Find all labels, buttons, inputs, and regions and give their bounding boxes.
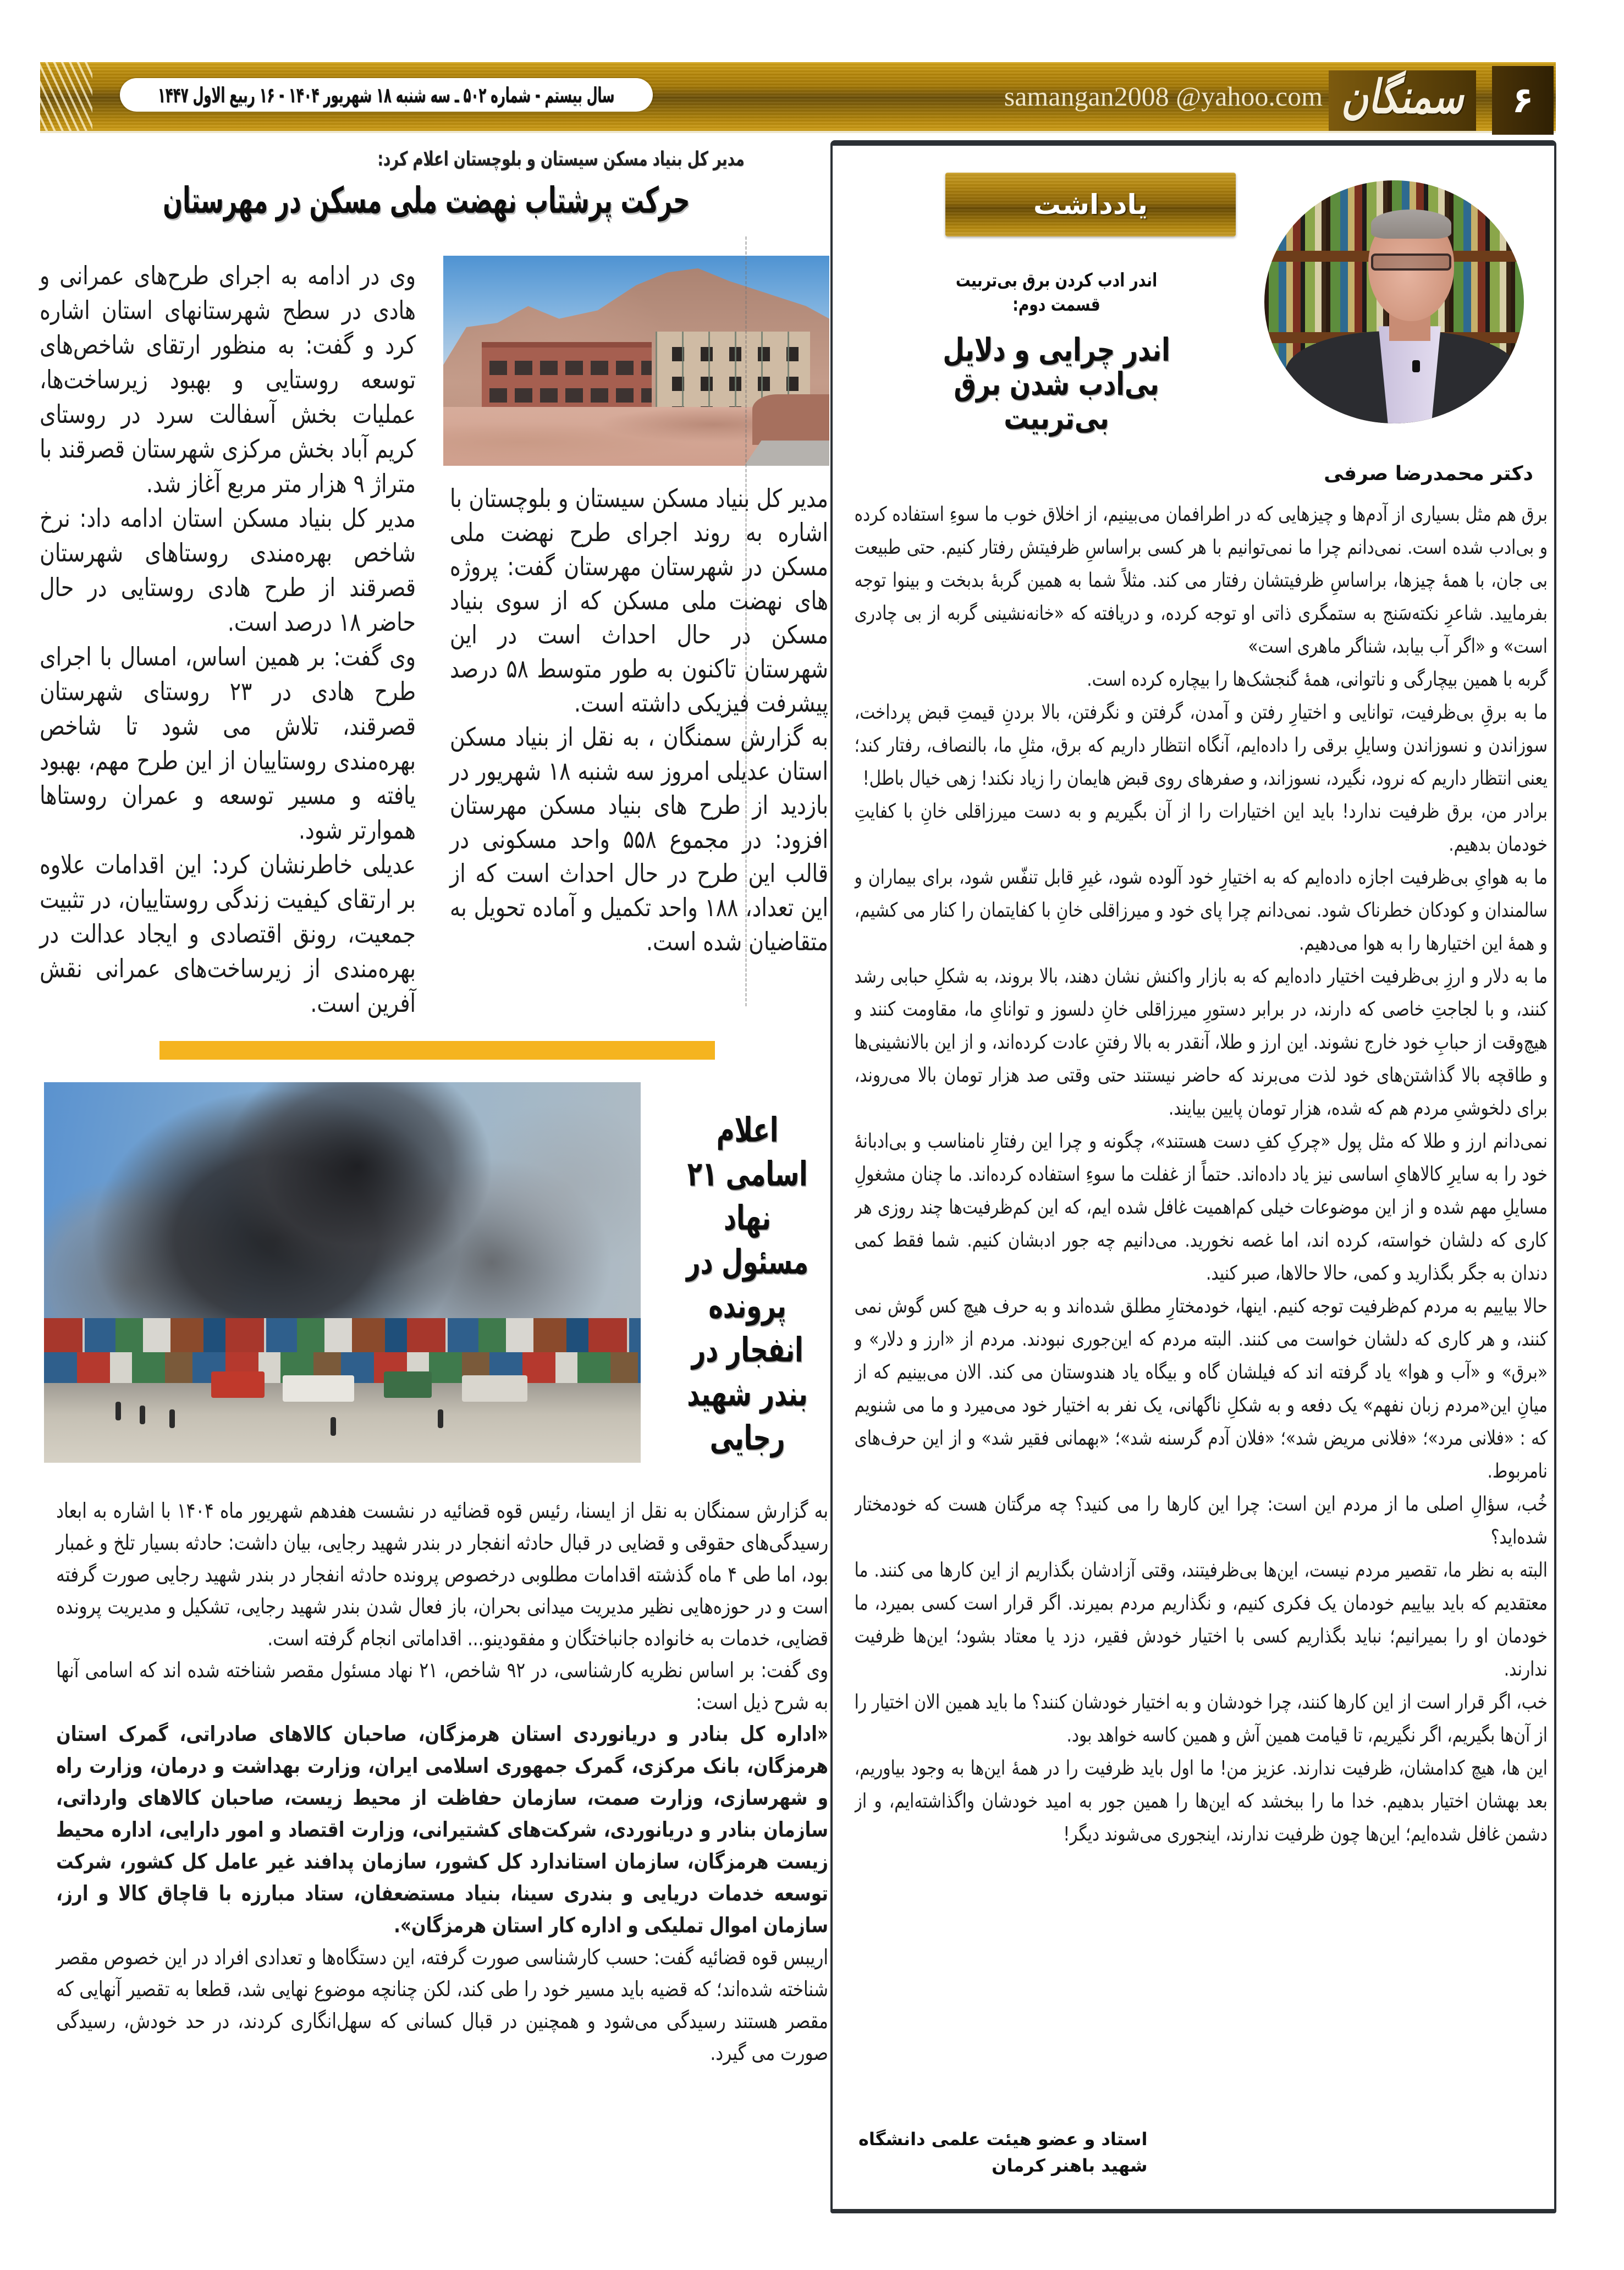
- photo-person: [331, 1417, 336, 1436]
- headline-line: نهاد: [724, 1198, 771, 1238]
- housing-article-column-2: [40, 258, 416, 1021]
- paragraph: گربه با همین بیچارگی و ناتوانی، همهٔ گنجشک‌ها را بیچاره کرده است.: [1087, 668, 1548, 691]
- page-number: ۶: [1492, 66, 1554, 135]
- paragraph: وی گفت: بر همین اساس، امسال با اجرای طرح هادی در ۲۳ روستای شهرستان قصرقند، تلاش می شود تا شاخص بهره‌مندی روستاییان از این طرح مهم، بهبود یافته و مسیر توسعه و عمران روستاها هموارتر شود.: [40, 642, 416, 845]
- photo-truck: [211, 1371, 265, 1398]
- portrait-glasses: [1371, 254, 1451, 271]
- portrait-hair: [1371, 210, 1451, 239]
- opinion-heading: [928, 268, 1185, 435]
- photo-containers: [44, 1318, 641, 1352]
- author-bio: [858, 2126, 1147, 2179]
- paragraph: ما به هوایِ بی‌ظرفیت اجازه داده‌ایم که به اختیارِ خود آلوده شود، غیرِ قابل تنفّس شود، برای بیماران و سالمندان و کودکان خطرناک شود. نمی‌دانم چرا پای خود و میرزاقلی خانِ با کفایتمان را کنار می کشیم، و همهٔ این اختیارها را به هوا می‌دهیم.: [854, 866, 1548, 955]
- highlight-divider-bar: [159, 1041, 715, 1060]
- portrait-shirt: [1379, 326, 1441, 423]
- photo-building-brick: [482, 342, 652, 418]
- paragraph: مدیر کل بنیاد مسکن استان ادامه داد: نرخ شاخص بهره‌مندی روستاهای شهرستان قصرقند از طرح هادی روستایی در حال حاضر ۱۸ درصد است.: [40, 503, 416, 637]
- photo-person: [140, 1406, 145, 1424]
- photo-person: [438, 1409, 443, 1428]
- paragraph: خُب، سؤالِ اصلی ما از مردم این است: چرا این کارها را می کنید؟ چه مرگتان هست که خودمختار شده‌اید؟: [854, 1493, 1548, 1549]
- headline-line: اعلام: [716, 1110, 779, 1150]
- housing-article-column-1: [450, 481, 828, 958]
- issue-date-text: سال بیستم - شماره ۵۰۲ ـ سه شنبه ۱۸ شهریور ۱۴۰۴ - ۱۶ ربیع الاول ۱۴۴۷: [158, 82, 615, 107]
- section-label: یادداشت: [1033, 189, 1148, 221]
- page-header: [40, 62, 1556, 131]
- headline-line: پرونده: [708, 1286, 786, 1326]
- photo-person: [115, 1402, 121, 1420]
- headline-line: انفجار در: [691, 1330, 803, 1370]
- paragraph: به گزارش سمنگان ، به نقل از بنیاد مسکن استان عدیلی امروز سه شنبه ۱۸ شهریور در بازدید از طرح های بنیاد مسکن مهرستان افزود: در مجموع ۵۵۸ واحد مسکونی در قالب این طرح در حال احداث است که از این تعداد، ۱۸۸ واحد تکمیل و آماده تحویل به متقاضیان شده است.: [450, 722, 828, 956]
- responsible-entities-list: «اداره کل بنادر و دریانوردی استان هرمزگان، صاحبان کالاهای صادراتی، گمرک استان هرمزگان، بانک مرکزی، گمرک جمهوری اسلامی ایران، وزارت بهداشت و درمان، وزارت راه و شهرسازی، وزارت صمت، سازمان حفاظت از محیط زیست، صاحبان کالاهای وارداتی، سازمان بنادر و دریانوردی، شرکت‌های کشتیرانی، وزارت اقتصاد و امور دارایی، اداره محیط زیست هرمزگان، سازمان استاندارد کل کشور، سازمان پدافند غیر عامل کل کشور، شرکت توسعه خدمات دریایی و بندری سینا، بنیاد مستضعفان، ستاد مبارزه با قاچاق کالا و ارز، سازمان اموال تملیکی و اداره کار استان هرمزگان».: [56, 1722, 828, 1937]
- paragraph: ما به دلار و ارزِ بی‌ظرفیت اختیار داده‌ایم که به بازار واکنش نشان دهند، بالا بروند، به شکلِ حبابی رشد کنند، و با لجاجتِ خاصی که دارند، در برابر دستورِ میرزاقلی خانِ دلسوز و توانایِ ما، مقاومت کنند و هیچ‌وقت از حبابِ خود خارج نشوند. این ارز و طلا، آنقدر به بالا رفتنِ عادت کرده‌اند، و از این بالانشینی‌ها و طاقچه بالا گذاشتن‌های خود لذت می‌برند که حاضر نیستند حتی وقتی صد هزار تومان بالا می‌روند، برای دلخوشیِ مردم هم که شده، هزار تومان پایین بیایند.: [854, 965, 1548, 1120]
- opinion-title-line: اندر چرایی و دلایل: [943, 331, 1170, 368]
- opinion-title-line: بی‌تربیت: [1004, 399, 1109, 437]
- issue-date-banner: [120, 78, 653, 112]
- paragraph: خب، اگر قرار است از این کارها کنند، چرا خودشان و به اختیار خودشان کنند؟ ما باید همین الان اختیار را از آن‌ها بگیریم، اگر نگیریم، تا قیامت همین آش و همین کاسه خواهد بود.: [854, 1691, 1548, 1746]
- paragraph: این ها، هیچ کدامشان، ظرفیت ندارند. عزیز من! ما اول باید ظرفیت را در همهٔ این‌ها به وجود بیاوریم، بعد بهشان اختیار بدهیم. خدا ما را ببخشد که این‌ها را همین جور به امید خودشان واگذاشته‌ایم، و از دشمن غافل شده‌ایم؛ این‌ها چون ظرفیت ندارند، اینجوری می‌شوند دیگر!: [854, 1757, 1548, 1845]
- paragraph: نمی‌دانم ارز و طلا که مثل پول «چرکِ کفِ دست هستند»، چگونه و چرا این رفتارِ نامناسب و بی‌ادبانهٔ خود را به سایرِ کالاهایِ اساسی نیز یاد داده‌اند. حتماً از غفلت ما سوءِ استفاده کرده‌اند. ما چنان مشغولِ مسایلِ مهم شده و از این موضوعات خیلی کم‌اهمیت غافل شده ایم، که این کم‌ظرفیت‌ها چند روزی هر کاری که دلشان خواسته، کرده اند، اما غصه نخورید. می‌دانیم چه جور ادبشان کنیم. شما فقط کمی دندان به جگر بگذارید و کمی، حالا حالاها، صبر کنید.: [854, 1130, 1548, 1285]
- author-bio-line: استاد و عضو هیئت علمی دانشگاه: [858, 2129, 1148, 2150]
- paragraph: وی گفت: بر اساس نظریه کارشناسی، در ۹۲ شاخص، ۲۱ نهاد مسئول مقصر شناخته شده اند که اسامی آنها به شرح ذیل است:: [56, 1658, 828, 1714]
- headline-line: مسئول در: [686, 1242, 809, 1282]
- paragraph: برادر من، برق ظرفیت ندارد! باید این اختیارات را از آن بگیریم و به دست میرزاقلی خانِ با کفایتِ خودمان بدهیم.: [854, 800, 1548, 856]
- header-hatch-decoration: [40, 62, 92, 131]
- newspaper-logo: [1329, 70, 1476, 131]
- headline-line: رجایی: [709, 1418, 785, 1458]
- headline-line: اسامی ۲۱: [687, 1154, 808, 1194]
- explosion-article-headline: [660, 1108, 835, 1460]
- microphone-icon: [1412, 360, 1420, 372]
- photo-person: [169, 1409, 175, 1428]
- housing-construction-photo: [443, 256, 829, 466]
- opinion-column-box: [830, 140, 1556, 2213]
- paragraph: البته به نظر ما، تقصیر مردم نیست، این‌ها بی‌ظرفیتند، وقتی آزادشان بگذاریم از این کارها می کنند. ما معتقدیم که باید بیاییم خودمان یک فکری کنیم، و نگذاریم مردم بمیرند. اگر قرار است کسی بمیرد، ما خودمان او را بمیرانیم؛ نباید بگذاریم کسی با اختیار خودش فقیر، دزد یا معتاد بشود؛ این‌ها ظرفیت ندارند.: [854, 1559, 1548, 1681]
- author-portrait: [1264, 180, 1524, 423]
- photo-truck: [283, 1375, 354, 1402]
- paragraph: عدیلی خاطرنشان کرد: این اقدامات علاوه بر ارتقای کیفیت زندگی روستاییان، در تثبیت جمعیت، رونق اقتصادی و ایجاد عدالت در بهره‌مندی از زیرساخت‌های عمرانی نقش آفرین است.: [40, 850, 416, 1018]
- author-name: دکتر محمدرضا صرفی: [1324, 462, 1533, 485]
- author-bio-line: شهید باهنر کرمان: [992, 2155, 1148, 2176]
- paragraph: وی در ادامه به اجرای طرح‌های عمرانی و هادی در سطح شهرستانهای استان اشاره کرد و گفت: به منظور ارتقای شاخص‌های توسعه روستایی و بهبود زیرساخت‌ها، عملیات بخش آسفالت سرد در روستای کریم آباد بخش مرکزی شهرستان قصرقند با متراژ ۹ هزار متر مربع آغاز شد.: [40, 261, 416, 498]
- part-label: قسمت دوم:: [1012, 294, 1100, 316]
- series-title: اندر ادب کردن برق بی‌تربیت: [955, 269, 1158, 291]
- section-label-badge: [945, 173, 1236, 236]
- port-explosion-photo: [44, 1082, 641, 1463]
- logo-text: سمنگان: [1341, 69, 1464, 124]
- paragraph: ما به برقِ بی‌ظرفیت، توانایی و اختیارِ رفتن و آمدن، گرفتن و نگرفتن، بالا بردنِ قیمتِ قبض پرداخت، سوزاندن و نسوزاندن وسایلِ برقی را داده‌ایم، آنگاه انتظار داریم که برق، مثلِ ما، بالنصاف، رفتار کند؛ یعنی انتظار داریم که نرود، نگیرد، نسوزاند، و صفرهای روی قبض هایمان را زیاد نکند! زهی خیال باطل!: [854, 701, 1548, 790]
- paragraph: مدیر کل بنیاد مسکن سیستان و بلوچستان با اشاره به روند اجرای طرح نهضت ملی مسکن در شهرستان مهرستان گفت: پروژه های نهضت ملی مسکن که از سوی بنیاد مسکن در حال احداث است در این شهرستان تاکنون به طور متوسط ۵۸ درصد پیشرفت فیزیکی داشته است.: [450, 483, 828, 718]
- opinion-title-line: بی‌ادب شدن برق: [954, 365, 1159, 403]
- photo-dirt-mound: [752, 394, 829, 445]
- headline-line: بندر شهید: [687, 1374, 808, 1414]
- paragraph: برق هم مثل بسیاری از آدم‌ها و چیزهایی که در اطرافمان می‌بینیم، از اخلاق خوب ما سوءِ استفاده کرده و بی‌ادب شده است. نمی‌دانم چرا ما نمی‌توانیم با هر کسی براساسِ ظرفیتش رفتار کنیم. حتی طبیعت بی جان، با همهٔ چیزها، براساسِ ظرفیتشان رفتار می کند. مثلاً شما به همین گربهٔ بدبخت و بینوا توجه بفرمایید. شاعرِ نکته‌سَنج به ستمگری ذاتی او توجه کرده، و دریافته که «خانه‌نشینی گربه از بی چادری است» و «اگر آب بیابد، شناگر ماهری است»: [854, 503, 1548, 658]
- paragraph: به گزارش سمنگان به نقل از ایسنا، رئیس قوه قضائیه در نشست هفدهم شهریور ماه ۱۴۰۴ با اشاره به ابعاد رسیدگی‌های حقوقی و قضایی در قبال حادثه انفجار در بندر شهید رجایی، بیان داشت: حادثه بسیار تلخ و غمبار بود، اما طی ۴ ماه گذشته اقدامات مطلوبی درخصوص پرونده حادثه انفجار در بندر شهید رجایی صورت گرفته است و در حوزه‌هایی نظیر مدیریت میدانی بحران، باز فعال شدن بندر شهید رجایی، تشکیل و مدیریت پرونده قضایی، خدمات به خانواده جانباختگان و مفقودینو... اقداماتی انجام گرفته است.: [56, 1498, 829, 1650]
- explosion-article-body: [56, 1495, 828, 2069]
- housing-article-kicker: مدیر کل بنیاد مسکن سیستان و بلوچستان اعلام کرد:: [377, 148, 745, 170]
- housing-article-title: حرکت پرشتاب نهضت ملی مسکن در مهرستان: [162, 179, 690, 222]
- photo-truck: [462, 1375, 527, 1402]
- photo-truck: [384, 1371, 432, 1398]
- paragraph: حالا بیاییم به مردم کم‌ظرفیت توجه کنیم. اینها، خودمختارِ مطلق شده‌اند و به حرف هیچ کس گوش نمی کنند، و هر کاری که دلشان خواست می کنند. البته مردم که این‌جوری نبودند. مردم از «ارز و دلار» و «برق» و «آب و هوا» یاد گرفته اند که فیلشان گاه و بیگاه یاد هندوستان می کند. الان می‌بینیم که از میانِ این«مردم زبان نفهم» یک دفعه و به شکلِ ناگهانی، یک نفر به اختیار خود می‌میرد و ما می شنویم که : «فلانی مرد»؛ «فلانی مریض شد»؛ «فلان آدم گرسنه شد»؛ «بهمانی فقیر شد» و از این حرف‌های نامربوط.: [854, 1295, 1548, 1483]
- paragraph: اریبس قوه قضائیه گفت: حسب کارشناسی صورت گرفته، این دستگاه‌ها و تعدادی افراد در این خصوص مقصر شناخته شده‌اند؛ که قضیه باید مسیر خود را طی کند، لکن چنانچه موضوع نهایی شد، قطعا به تقصیر آنهایی که مقصر هستند رسیدگی می‌شود و همچنین در قبال کسانی که سهل‌انگاری کردند، در حد خودش، رسیدگی صورت می گیرد.: [56, 1945, 828, 2065]
- contact-email: samangan2008 @yahoo.com: [1004, 81, 1323, 112]
- opinion-body: [855, 498, 1548, 2126]
